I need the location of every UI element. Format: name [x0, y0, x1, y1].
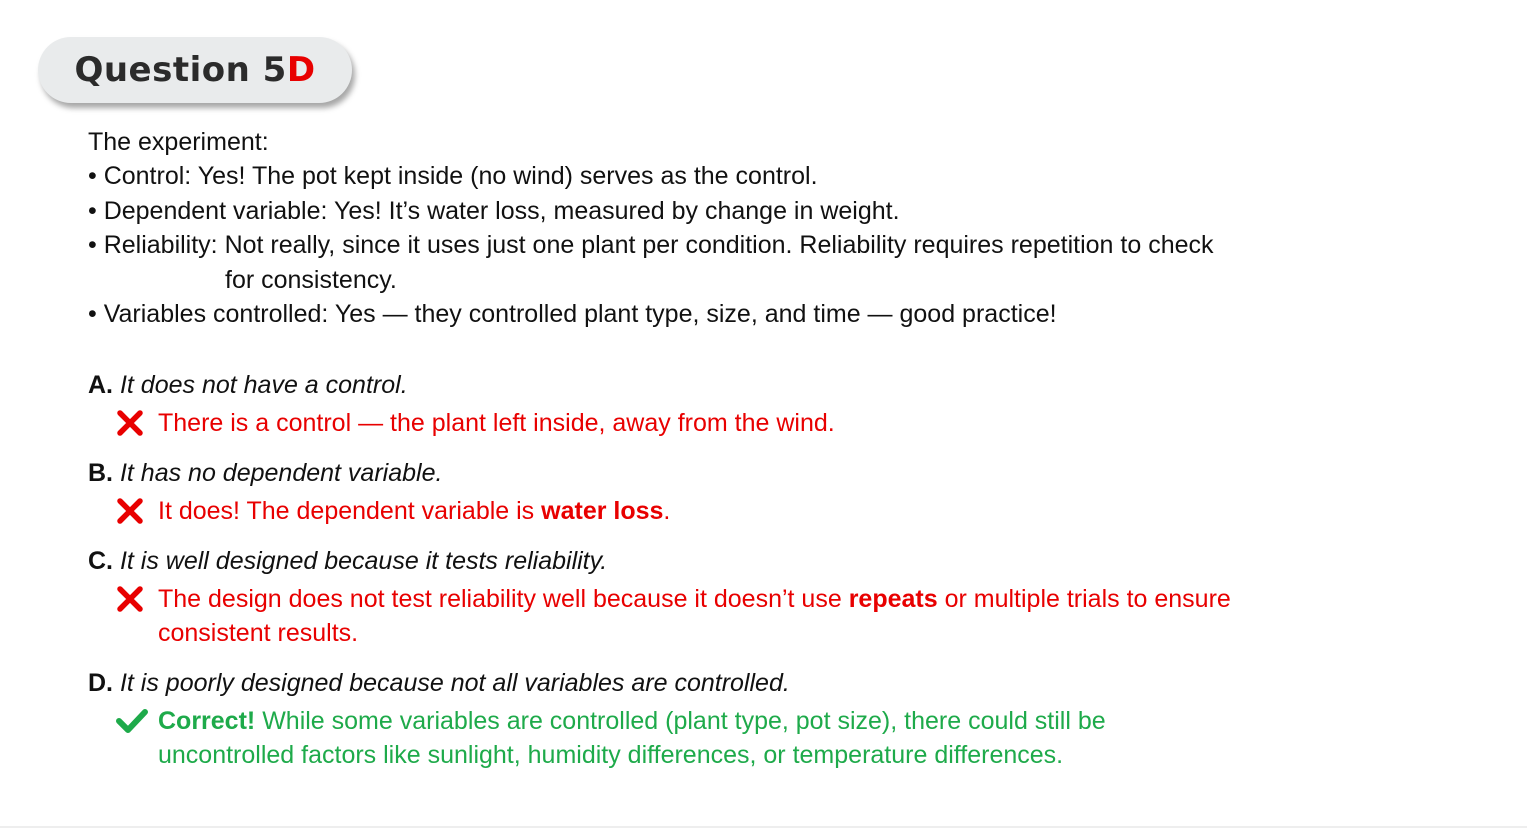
bullet-reliability: • Reliability: Not really, since it uses just one plant per condition. Reliability requires repetition to check — [88, 231, 1214, 260]
option-d-feedback — [88, 704, 1278, 772]
feedback-text: Correct! While some variables are controlled (plant type, pot size), there could still be uncontrolled factors like sunlight, humidity differences, or temperature differences. — [158, 707, 1106, 770]
check-icon — [116, 704, 158, 738]
option-a-feedback — [88, 406, 1278, 440]
experiment-summary — [88, 125, 1278, 331]
option-c-question — [88, 544, 1278, 578]
feedback-emphasis: repeats — [848, 585, 938, 614]
option-b — [88, 456, 1278, 528]
cross-icon — [116, 406, 158, 440]
question-label: Question 5 — [74, 50, 287, 90]
option-text: It has no dependent variable. — [119, 459, 443, 488]
feedback-text: It does! The dependent variable is water loss. — [158, 497, 671, 526]
cross-icon — [116, 494, 158, 528]
option-d-question — [88, 666, 1278, 700]
option-letter: B. — [88, 459, 113, 488]
feedback-text: The design does not test reliability well because it doesn’t use repeats or multiple trials to ensure consistent results. — [158, 585, 1231, 648]
question-badge — [38, 37, 352, 103]
option-c-feedback — [88, 582, 1278, 650]
option-letter: D. — [88, 669, 113, 698]
option-letter: C. — [88, 547, 113, 576]
option-a — [88, 368, 1278, 440]
bullet-control: • Control: Yes! The pot kept inside (no wind) serves as the control. — [88, 162, 818, 191]
question-letter: D — [286, 50, 316, 90]
bullet-variables-controlled: • Variables controlled: Yes — they controlled plant type, size, and time — good practice! — [88, 300, 1057, 329]
feedback-text: There is a control — the plant left inside, away from the wind. — [158, 409, 835, 438]
bullet-reliability-continued: for consistency. — [225, 265, 397, 294]
option-letter: A. — [88, 371, 113, 400]
option-text: It does not have a control. — [119, 371, 408, 400]
option-b-question — [88, 456, 1278, 490]
question-title — [74, 50, 315, 90]
option-d — [88, 666, 1278, 772]
option-text: It is well designed because it tests reliability. — [119, 547, 608, 576]
option-text: It is poorly designed because not all variables are controlled. — [119, 669, 790, 698]
feedback-emphasis: water loss — [541, 497, 664, 526]
option-c — [88, 544, 1278, 650]
experiment-intro: The experiment: — [88, 128, 269, 156]
bullet-dependent-variable: • Dependent variable: Yes! It’s water loss, measured by change in weight. — [88, 196, 900, 225]
content — [88, 125, 1278, 772]
option-b-feedback — [88, 494, 1278, 528]
option-a-question — [88, 368, 1278, 402]
feedback-correct-label: Correct! — [158, 707, 256, 736]
cross-icon — [116, 582, 158, 616]
bottom-divider — [0, 826, 1527, 828]
